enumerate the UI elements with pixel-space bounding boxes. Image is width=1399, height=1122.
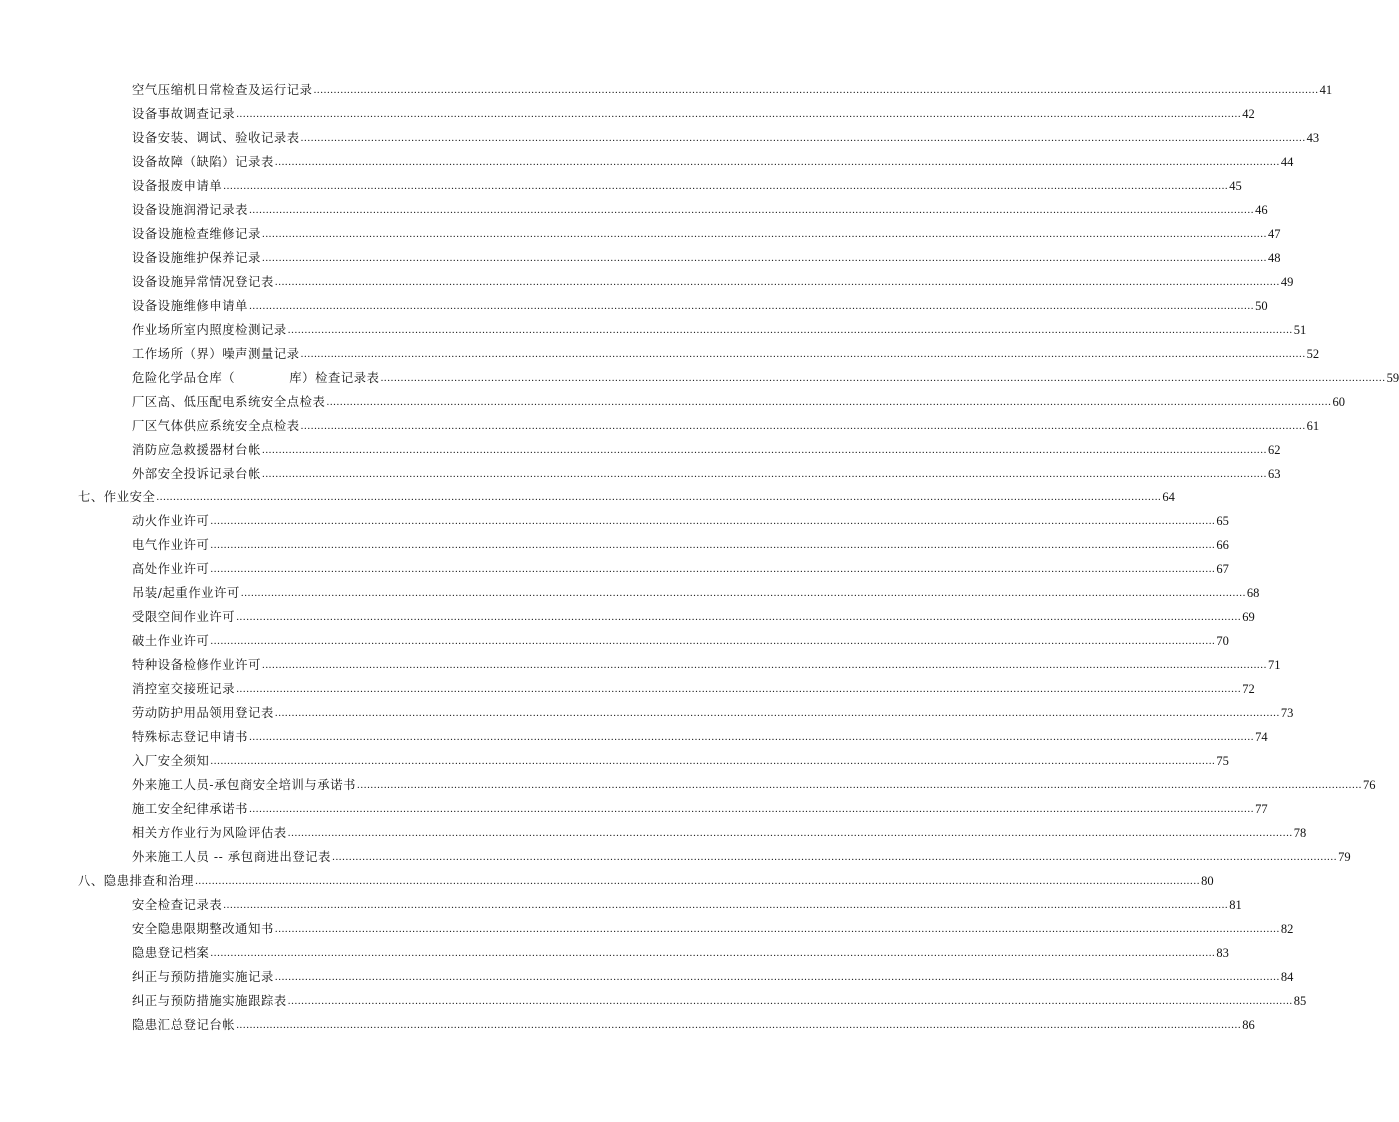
toc-page-number: 73 [1280,706,1294,721]
toc-page-number: 63 [1267,466,1281,481]
toc-entry[interactable] [132,296,1268,316]
toc-section-entry[interactable] [78,487,1175,507]
toc-entry[interactable] [132,152,1294,172]
toc-page-number: 41 [1319,83,1333,97]
toc-entry-title: 外部安全投诉记录台帐 [132,466,261,481]
toc-entry-title: 隐患登记档案 [132,945,210,960]
toc-page-number: 62 [1267,442,1281,457]
toc-entry-title: 设备设施润滑记录表 [132,202,249,217]
toc-leader-dots: ............................................................................................................................................................................................................................................................................................................ [240,587,1246,600]
toc-page-number: 65 [1216,514,1229,529]
toc-page-number: 78 [1293,826,1307,841]
toc-leader-dots: ............................................................................................................................................................................................................................................................................................................ [236,107,1242,120]
toc-page-number: 52 [1306,346,1320,361]
toc-entry[interactable] [132,799,1268,819]
toc-entry[interactable] [132,631,1229,651]
toc-entry-title: 入厂安全须知 [132,754,210,769]
toc-page-number: 71 [1267,658,1281,673]
toc-entry-title: 特种设备检修作业许可 [132,658,261,673]
toc-page-number: 69 [1242,610,1255,625]
toc-page-number: 74 [1255,730,1268,745]
toc-leader-dots: ............................................................................................................................................................................................................................................................................................................ [261,659,1267,672]
toc-leader-dots: ............................................................................................................................................................................................................................................................................................................ [274,970,1280,983]
toc-leader-dots: ............................................................................................................................................................................................................................................................................................................ [274,275,1280,288]
toc-entry[interactable] [132,847,1351,867]
toc-entry[interactable] [132,368,1399,388]
toc-entry[interactable] [132,991,1307,1011]
toc-leader-dots: ............................................................................................................................................................................................................................................................................................................ [261,467,1267,480]
toc-entry[interactable] [132,583,1260,603]
toc-page-number: 59 [1386,370,1399,385]
toc-page-number: 61 [1306,418,1320,433]
toc-leader-dots: ............................................................................................................................................................................................................................................................................................................ [313,84,1319,96]
toc-entry[interactable] [132,248,1281,268]
toc-page-number: 49 [1280,274,1294,289]
toc-entry[interactable] [132,679,1255,699]
toc-page-number: 45 [1229,178,1242,193]
toc-entry-title: 纠正与预防措施实施记录 [132,969,274,984]
toc-entry[interactable] [132,104,1255,124]
toc-leader-dots: ............................................................................................................................................................................................................................................................................................................ [274,707,1280,720]
toc-page-number: 85 [1293,993,1307,1008]
toc-entry-title: 设备设施维修申请单 [132,298,249,313]
toc-leader-dots: ............................................................................................................................................................................................................................................................................................................ [249,731,1255,744]
toc-entry[interactable] [132,967,1294,987]
toc-leader-dots: ............................................................................................................................................................................................................................................................................................................ [332,851,1338,864]
toc-entry-title: 设备设施检查维修记录 [132,226,261,241]
toc-leader-dots: ............................................................................................................................................................................................................................................................................................................ [287,323,1293,336]
toc-page-number: 46 [1255,202,1268,217]
toc-section-entry[interactable] [78,871,1214,891]
toc-entry[interactable] [132,344,1320,364]
toc-entry[interactable] [132,895,1242,915]
toc-page-number: 83 [1216,945,1229,960]
toc-entry[interactable] [132,464,1281,484]
toc-entry[interactable] [132,80,1333,100]
toc-entry[interactable] [132,607,1255,627]
toc-leader-dots: ............................................................................................................................................................................................................................................................................................................ [249,203,1255,216]
toc-entry-title: 纠正与预防措施实施跟踪表 [132,993,287,1008]
toc-entry-title: 安全隐患限期整改通知书 [132,921,274,936]
toc-leader-dots: ............................................................................................................................................................................................................................................................................................................ [326,395,1332,408]
toc-leader-dots: ............................................................................................................................................................................................................................................................................................................ [274,922,1280,935]
toc-entry-title: 消防应急救援器材台帐 [132,442,261,457]
toc-leader-dots: ............................................................................................................................................................................................................................................................................................................ [236,611,1242,624]
toc-entry-title: 空气压缩机日常检查及运行记录 [132,83,313,97]
toc-entry-title: 设备设施维护保养记录 [132,250,261,265]
toc-page-number: 48 [1267,250,1281,265]
toc-page-number: 86 [1242,1017,1255,1032]
toc-entry-title: 外来施工人员 -- 承包商进出登记表 [132,850,332,865]
toc-entry-title: 设备报废申请单 [132,178,223,193]
toc-leader-dots: ............................................................................................................................................................................................................................................................................................................ [195,875,1201,887]
toc-page-number: 47 [1267,226,1281,241]
toc-page-number: 67 [1216,562,1229,577]
toc-entry-title: 七、作业安全 [78,490,156,505]
toc-leader-dots: ............................................................................................................................................................................................................................................................................................................ [274,155,1280,168]
toc-leader-dots: ............................................................................................................................................................................................................................................................................................................ [210,946,1216,959]
toc-page-number: 43 [1306,130,1320,145]
toc-leader-dots: ............................................................................................................................................................................................................................................................................................................ [210,635,1216,648]
toc-entry-title: 作业场所室内照度检测记录 [132,322,287,337]
toc-entry-title: 动火作业许可 [132,514,210,529]
toc-entry[interactable] [132,919,1294,939]
toc-entry-title: 厂区高、低压配电系统安全点检表 [132,394,326,409]
toc-page-number: 68 [1246,586,1260,601]
toc-page-number: 76 [1363,778,1376,793]
toc-entry[interactable] [132,176,1242,196]
toc-page-number: 75 [1216,754,1229,769]
toc-entry-title: 破土作业许可 [132,634,210,649]
toc-entry-title: 劳动防护用品领用登记表 [132,706,274,721]
toc-entry[interactable] [132,511,1229,531]
toc-entry[interactable] [132,727,1268,747]
toc-leader-dots: ............................................................................................................................................................................................................................................................................................................ [236,683,1242,696]
toc-entry[interactable] [132,392,1345,412]
toc-leader-dots: ............................................................................................................................................................................................................................................................................................................ [300,347,1306,360]
toc-entry[interactable] [132,703,1294,723]
toc-page-number: 42 [1242,106,1255,121]
toc-leader-dots: ............................................................................................................................................................................................................................................................................................................ [261,227,1267,240]
toc-entry-title: 设备事故调查记录 [132,106,236,121]
toc-page-number: 79 [1338,850,1351,865]
toc-entry[interactable] [132,751,1229,771]
toc-leader-dots: ............................................................................................................................................................................................................................................................................................................ [261,443,1267,456]
toc-page-number: 72 [1242,682,1255,697]
toc-entry[interactable] [132,655,1281,675]
toc-leader-dots: ............................................................................................................................................................................................................................................................................................................ [249,803,1255,816]
toc-entry-title: 安全检查记录表 [132,897,223,912]
toc-leader-dots: ............................................................................................................................................................................................................................................................................................................ [287,994,1293,1007]
toc-leader-dots: ............................................................................................................................................................................................................................................................................................................ [223,179,1229,192]
toc-entry[interactable] [132,200,1268,220]
toc-leader-dots: ............................................................................................................................................................................................................................................................................................................ [156,491,1162,504]
toc-entry-title: 设备故障（缺陷）记录表 [132,154,274,169]
toc-entry-title: 特殊标志登记申请书 [132,730,249,745]
toc-page-number: 50 [1255,298,1268,313]
toc-entry-title: 危险化学品仓库（ 库）检查记录表 [132,370,380,385]
toc-entry-title: 厂区气体供应系统安全点检表 [132,418,300,433]
toc-leader-dots: ............................................................................................................................................................................................................................................................................................................ [380,371,1386,384]
toc-page-number: 66 [1216,538,1229,553]
toc-entry[interactable] [132,224,1281,244]
toc-entry[interactable] [132,1015,1255,1035]
toc-entry-title: 设备安装、调试、验收记录表 [132,130,300,145]
toc-entry[interactable] [132,128,1320,148]
toc-entry[interactable] [132,559,1229,579]
toc-page-number: 82 [1280,921,1294,936]
toc-entry[interactable] [132,320,1307,340]
toc-entry-title: 消控室交接班记录 [132,682,236,697]
toc-page-number: 60 [1332,394,1345,409]
toc-page-number: 70 [1216,634,1229,649]
toc-leader-dots: ............................................................................................................................................................................................................................................................................................................ [300,131,1306,144]
toc-leader-dots: ............................................................................................................................................................................................................................................................................................................ [300,419,1306,432]
toc-entry[interactable] [132,943,1229,963]
toc-page-number: 80 [1201,874,1214,888]
toc-leader-dots: ............................................................................................................................................................................................................................................................................................................ [210,563,1216,576]
toc-leader-dots: ............................................................................................................................................................................................................................................................................................................ [210,515,1216,528]
toc-leader-dots: ............................................................................................................................................................................................................................................................................................................ [287,827,1293,840]
toc-page-number: 64 [1162,490,1175,505]
toc-entry-title: 施工安全纪律承诺书 [132,802,249,817]
toc-leader-dots: ............................................................................................................................................................................................................................................................................................................ [210,755,1216,768]
toc-page-number: 81 [1229,897,1242,912]
toc-leader-dots: ............................................................................................................................................................................................................................................................................................................ [357,779,1363,792]
toc-entry[interactable] [132,823,1307,843]
toc-leader-dots: ............................................................................................................................................................................................................................................................................................................ [236,1018,1242,1031]
toc-entry[interactable] [132,272,1294,292]
toc-entry-title: 工作场所（界）噪声测量记录 [132,346,300,361]
toc-leader-dots: ............................................................................................................................................................................................................................................................................................................ [261,251,1267,264]
toc-entry-title: 隐患汇总登记台帐 [132,1017,236,1032]
toc-page-number: 51 [1293,322,1307,337]
toc-entry-title: 外来施工人员-承包商安全培训与承诺书 [132,778,357,793]
toc-entry-title: 设备设施异常情况登记表 [132,274,274,289]
toc-leader-dots: ............................................................................................................................................................................................................................................................................................................ [249,299,1255,312]
toc-entry-title: 高处作业许可 [132,562,210,577]
toc-entry-title: 相关方作业行为风险评估表 [132,826,287,841]
toc-leader-dots: ............................................................................................................................................................................................................................................................................................................ [210,539,1216,552]
toc-entry-title: 吊装/起重作业许可 [132,586,240,601]
toc-entry[interactable] [132,416,1320,436]
toc-entry-title: 电气作业许可 [132,538,210,553]
toc-leader-dots: ............................................................................................................................................................................................................................................................................................................ [223,898,1229,911]
toc-page-number: 84 [1280,969,1294,984]
toc-entry[interactable] [132,440,1281,460]
toc-entry[interactable] [132,535,1229,555]
toc-entry-title: 受限空间作业许可 [132,610,236,625]
toc-entry-title: 八、隐患排查和治理 [78,874,195,888]
toc-page-number: 44 [1280,154,1294,169]
toc-page-number: 77 [1255,802,1268,817]
toc-entry[interactable] [132,775,1376,795]
